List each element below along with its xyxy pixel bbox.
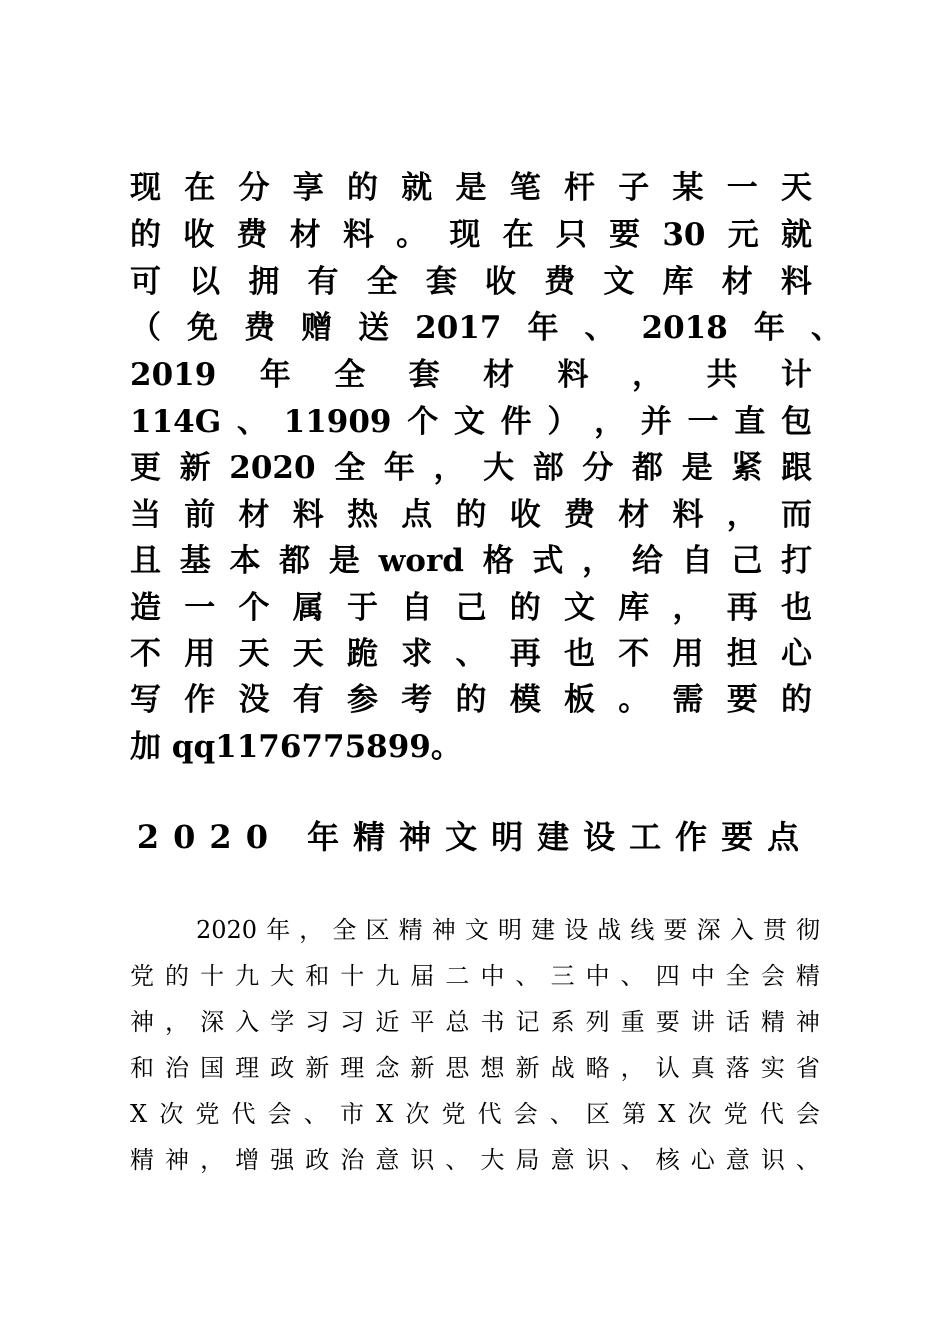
promo-line: 不 用 天 天 跪 求 、 再 也 不 用 担 心 [130,636,812,672]
promo-line: 2019 年 全 套 材 料 ， 共 计 [130,357,812,393]
promo-line: 造 一 个 属 于 自 己 的 文 库 ， 再 也 [130,590,812,626]
promo-line: （ 免 费 赠 送 2017 年 、 2018 年 、 [130,310,842,346]
promo-line: 更 新 2020 全 年 ， 大 部 分 都 是 紧 跟 [130,450,812,486]
document-title: 2020 年精神文明建设工作要点 [136,818,814,856]
promo-line: 加 qq1176775899。 [130,729,462,765]
body-line: X 次 党 代 会 、 市 X 次 党 代 会 、 区 第 X 次 党 代 会 [130,1100,820,1128]
body-line: 神 ， 深 入 学 习 习 近 平 总 书 记 系 列 重 要 讲 话 精 神 [130,1008,820,1036]
promo-line: 现 在 分 享 的 就 是 笔 杆 子 某 一 天 [130,170,812,206]
body-line: 党 的 十 九 大 和 十 九 届 二 中 、 三 中 、 四 中 全 会 精 [130,962,820,990]
promo-line: 且 基 本 都 是 word 格 式 ， 给 自 己 打 [130,543,812,579]
promo-line: 写 作 没 有 参 考 的 模 板 。 需 要 的 [130,682,812,718]
body-line: 2020 年 ， 全 区 精 神 文 明 建 设 战 线 要 深 入 贯 彻 [196,916,820,944]
body-line: 精 神 ， 增 强 政 治 意 识 、 大 局 意 识 、 核 心 意 识 、 [130,1146,820,1174]
body-line: 和 治 国 理 政 新 理 念 新 思 想 新 战 略 ， 认 真 落 实 省 [130,1054,820,1082]
promo-line: 的 收 费 材 料 。 现 在 只 要 30 元 就 [130,217,812,253]
promo-line: 114G 、 11909 个 文 件 ） ， 并 一 直 包 [130,404,812,440]
promo-line: 可 以 拥 有 全 套 收 费 文 库 材 料 [130,264,812,300]
promo-line: 当 前 材 料 热 点 的 收 费 材 料 ， 而 [130,497,812,533]
